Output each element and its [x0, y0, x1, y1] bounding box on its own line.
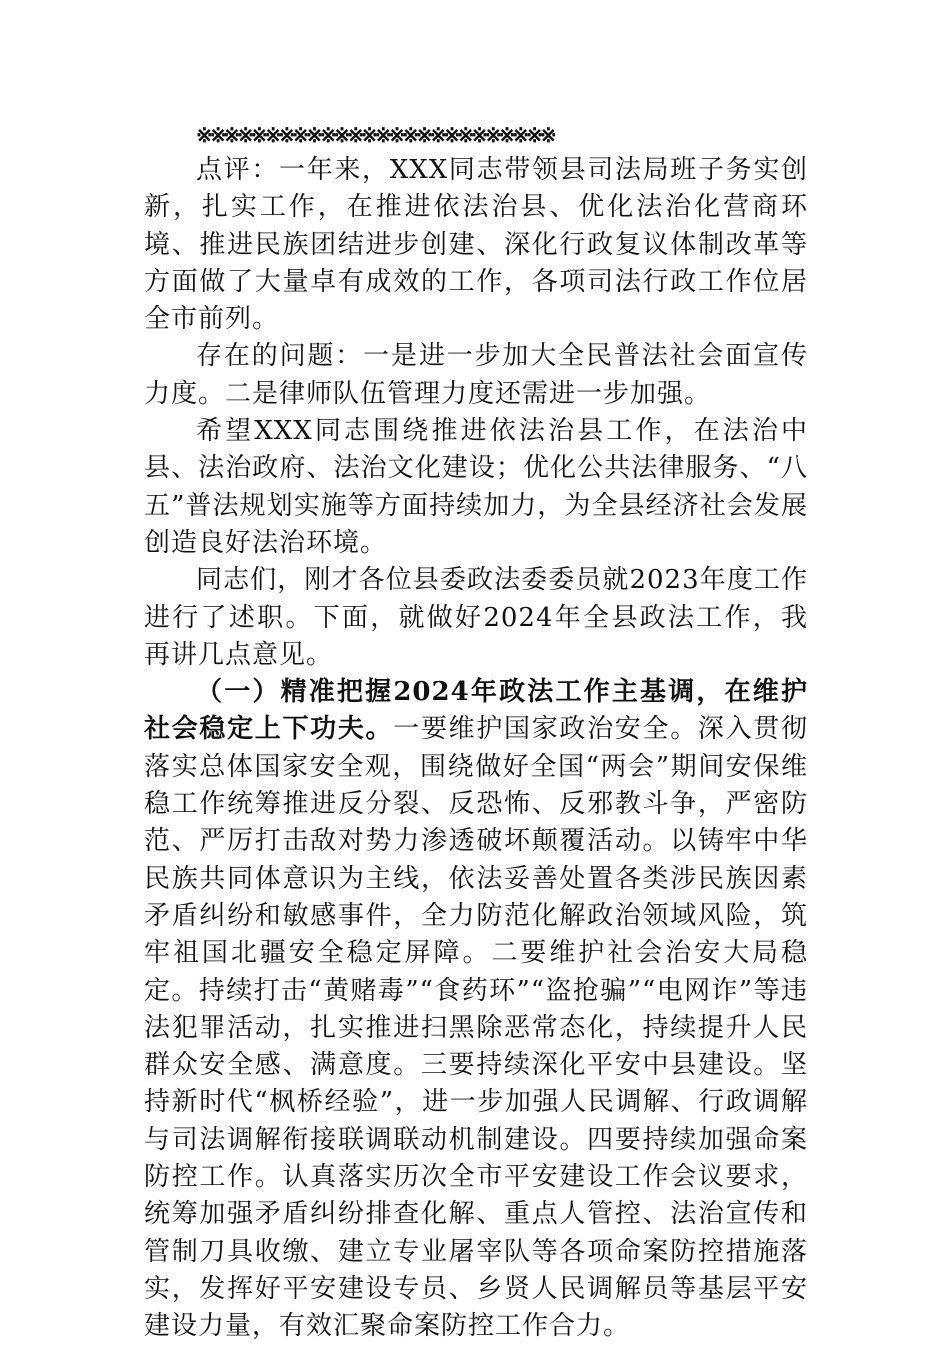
section-1-paragraph — [144, 674, 808, 1345]
section-1-body: 一要维护国家政治安全。深入贯彻落实总体国家安全观，围绕做好全国“两会”期间安保维稳工作统筹推进反分裂、反恐怖、反邪教斗争，严密防范、严厉打击敌对势力渗透破坏颠覆活动。以铸牢中华民族共同体意识为主线，依法妥善处置各类涉民族因素矛盾纠纷和敏感事件，全力防范化解政治领域风险，筑牢祖国北疆安全稳定屏障。二要维护社会治安大局稳定。持续打击“黄赌毒”“食药环”“盗抢骗”“电网诈”等违法犯罪活动，扎实推进扫黑除恶常态化，持续提升人民群众安全感、满意度。三要持续深化平安中县建设。坚持新时代“枫桥经验”，进一步加强人民调解、行政调解与司法调解衔接联调联动机制建设。四要持续加强命案防控工作。认真落实历次全市平安建设工作会议要求，统筹加强矛盾纠纷排查化解、重点人管控、法治宣传和管制刀具收缴、建立专业屠宰队等各项命案防控措施落实，发挥好平安建设专员、乡贤人民调解员等基层平安建设力量，有效汇聚命案防控工作合力。 — [144, 714, 808, 1342]
problems-paragraph: 存在的问题：一是进一步加大全民普法社会面宣传力度。二是律师队伍管理力度还需进一步加强。 — [144, 341, 808, 409]
transition-paragraph: 同志们，刚才各位县委政法委委员就2023年度工作进行了述职。下面，就做好2024年全县政法工作，我再讲几点意见。 — [144, 565, 808, 670]
section-separator: ※※※※※※※※※※※※※※※※※※※※※※※※※※ — [196, 123, 554, 147]
document-body — [144, 118, 808, 1346]
section-1-heading: （一）精准把握2024年政法工作主基调，在维护社会稳定上下功夫。 — [144, 677, 808, 745]
hope-paragraph: 希望XXX同志围绕推进依法治县工作，在法治中县、法治政府、法治文化建设；优化公共法律服务、“八五”普法规划实施等方面持续加力，为全县经济社会发展创造良好法治环境。 — [144, 416, 808, 558]
comment-paragraph: 点评：一年来，XXX同志带领县司法局班子务实创新，扎实工作，在推进依法治县、优化法治化营商环境、推进民族团结进步创建、深化行政复议体制改革等方面做了大量卓有成效的工作，各项司法行政工作位居全市前列。 — [144, 155, 808, 335]
